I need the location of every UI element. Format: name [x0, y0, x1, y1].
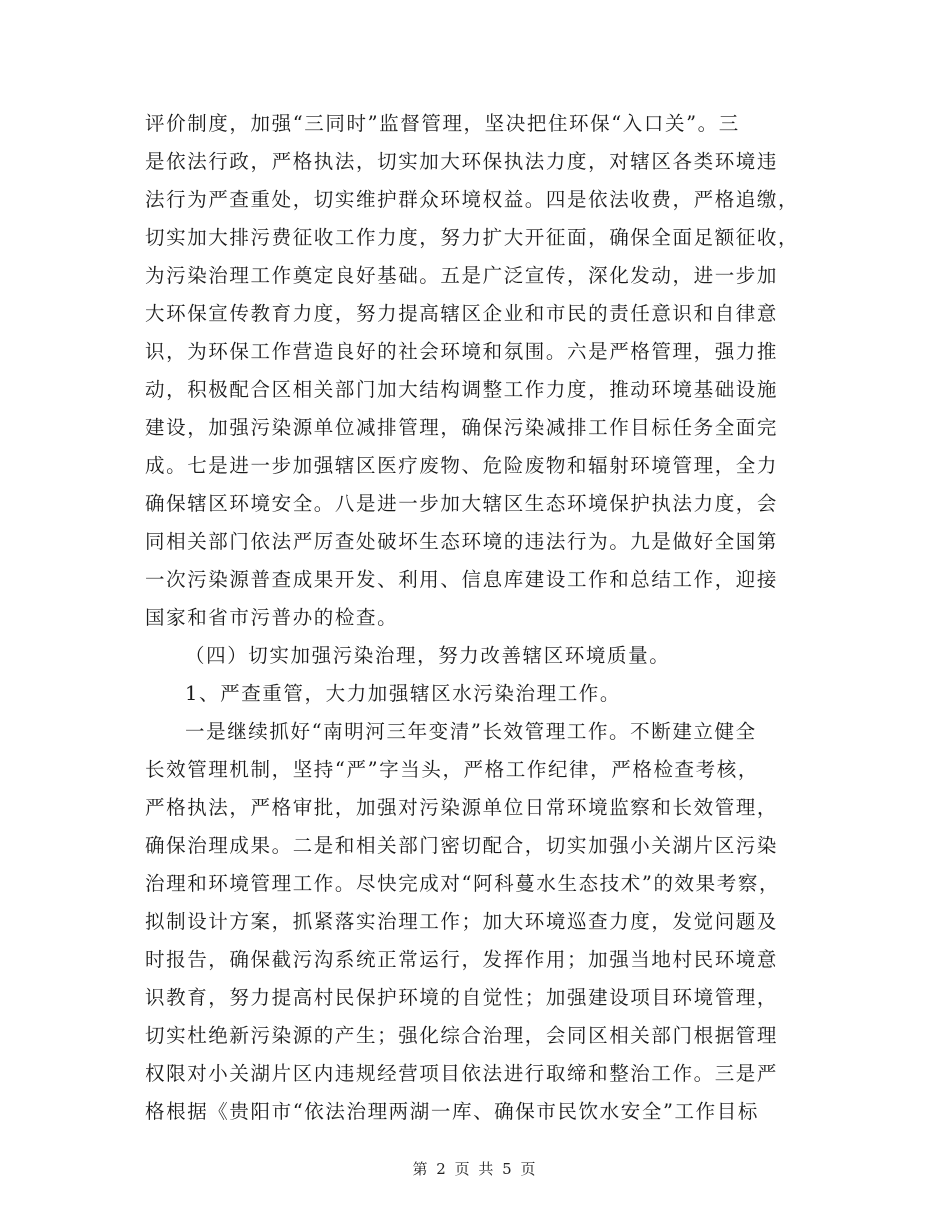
subsection-heading: 1、严查重管，大力加强辖区水污染治理工作。: [185, 682, 622, 705]
body-text-line: 拟制设计方案，抓紧落实治理工作；加大环境巡查力度，发觉问题及: [145, 910, 779, 933]
body-text-line: 确保辖区环境安全。八是进一步加大辖区生态环境保护执法力度，会: [145, 492, 779, 515]
body-text-line: 同相关部门依法严厉查处破坏生态环境的违法行为。九是做好全国第: [145, 530, 779, 553]
body-text-line: 长效管理机制，坚持“严”字当头，严格工作纪律，严格检查考核，: [145, 758, 759, 781]
body-text-line: 识，为环保工作营造良好的社会环境和氛围。六是严格管理，强力推: [145, 340, 779, 363]
body-text-line: 切实杜绝新污染源的产生；强化综合治理，会同区相关部门根据管理: [145, 1024, 779, 1047]
paragraph-start-line: 一是继续抓好“南明河三年变清”长效管理工作。不断建立健全: [185, 720, 757, 743]
body-text-line: 严格执法，严格审批，加强对污染源单位日常环境监察和长效管理，: [145, 796, 779, 819]
section-heading: （四）切实加强污染治理，努力改善辖区环境质量。: [185, 644, 671, 667]
body-text-line: 时报告，确保截污沟系统正常运行，发挥作用；加强当地村民环境意: [145, 948, 779, 971]
body-text-line: 是依法行政，严格执法，切实加大环保执法力度，对辖区各类环境违: [145, 150, 779, 173]
body-text-line: 格根据《贵阳市“依法治理两湖一库、确保市民饮水安全”工作目标: [145, 1100, 759, 1123]
page-footer: 第 2 页 共 5 页: [412, 1160, 538, 1178]
body-text-line: 为污染治理工作奠定良好基础。五是广泛宣传，深化发动，进一步加: [145, 264, 779, 287]
body-text-line: 确保治理成果。二是和相关部门密切配合，切实加强小关湖片区污染: [145, 834, 779, 857]
body-text-line: 评价制度，加强“三同时”监督管理，坚决把住环保“入口关”。三: [145, 112, 740, 135]
body-text-line: 成。七是进一步加强辖区医疗废物、危险废物和辐射环境管理，全力: [145, 454, 779, 477]
body-text-line: 切实加大排污费征收工作力度，努力扩大开征面，确保全面足额征收，: [145, 226, 800, 249]
body-text-line: 识教育，努力提高村民保护环境的自觉性；加强建设项目环境管理，: [145, 986, 779, 1009]
body-text-line: 动，积极配合区相关部门加大结构调整工作力度，推动环境基础设施: [145, 378, 779, 401]
body-text-line: 大环保宣传教育力度，努力提高辖区企业和市民的责任意识和自律意: [145, 302, 779, 325]
body-text-line: 一次污染源普查成果开发、利用、信息库建设工作和总结工作，迎接: [145, 568, 779, 591]
body-text-line: 国家和省市污普办的检查。: [145, 606, 399, 629]
body-text-line: 建设，加强污染源单位减排管理，确保污染减排工作目标任务全面完: [145, 416, 779, 439]
body-text-line: 法行为严查重处，切实维护群众环境权益。四是依法收费，严格追缴，: [145, 188, 800, 211]
body-text-line: 权限对小关湖片区内违规经营项目依法进行取缔和整治工作。三是严: [145, 1062, 779, 1085]
body-text-line: 治理和环境管理工作。尽快完成对“阿科蔓水生态技术”的效果考察，: [145, 872, 781, 895]
